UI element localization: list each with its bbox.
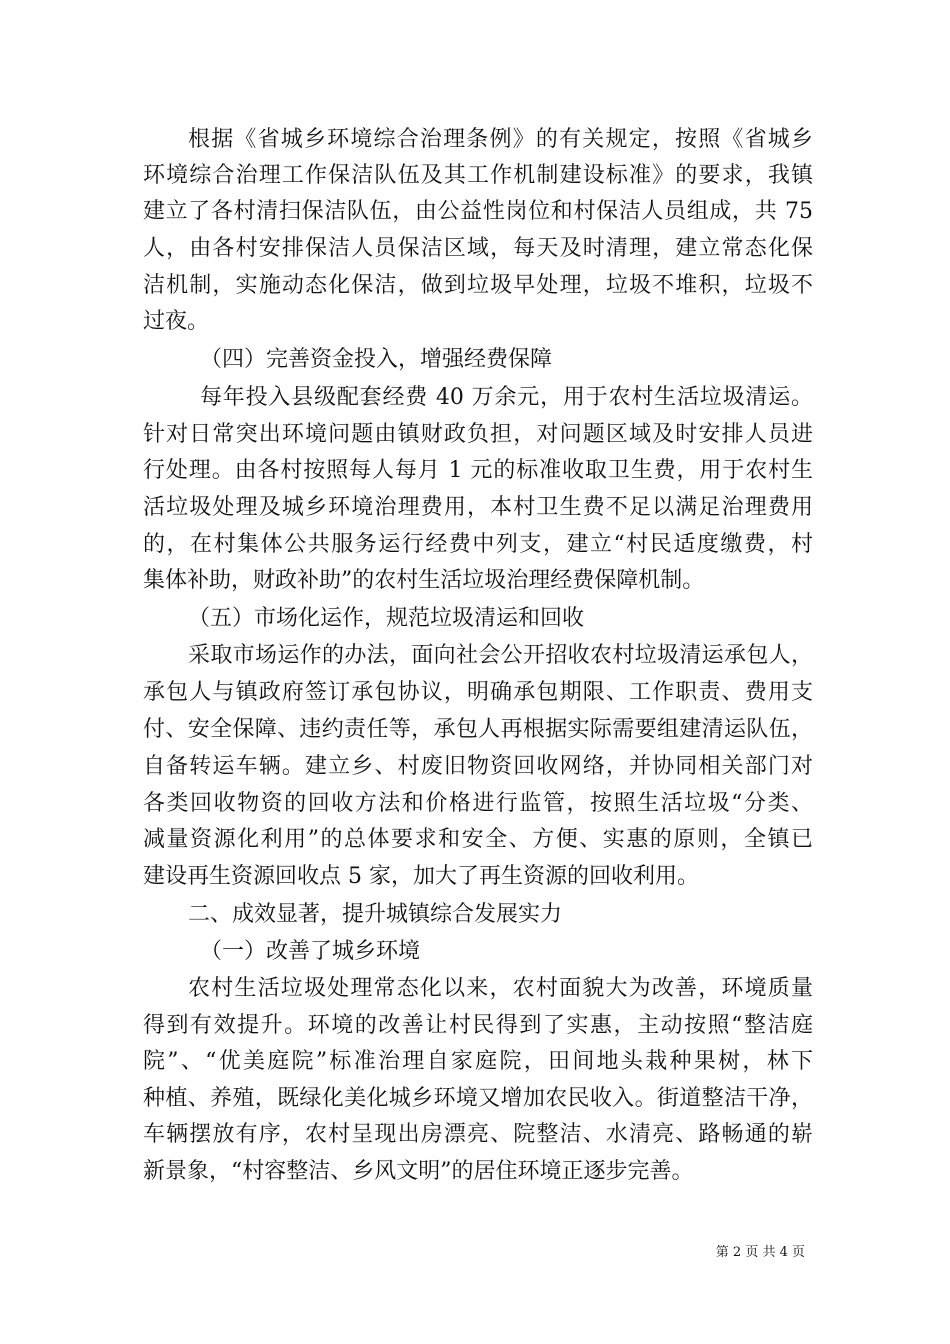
paragraph-line: 自备转运车辆。建立乡、村废旧物资回收网络，并协同相关部门对 (143, 754, 813, 779)
paragraph-line: 集体补助，财政补助”的农村生活垃圾治理经费保障机制。 (143, 568, 705, 593)
paragraph-line: 根据《省城乡环境综合治理条例》的有关规定，按照《省城乡 (188, 127, 813, 152)
paragraph-line: 付、安全保障、违约责任等，承包人再根据实际需要组建清运队伍， (143, 717, 813, 742)
section-heading: （四）完善资金投入，增强经费保障 (200, 347, 553, 372)
paragraph-line: 得到有效提升。环境的改善让村民得到了实惠，主动按照“整洁庭 (143, 1013, 813, 1038)
paragraph-line: 活垃圾处理及城乡环境治理费用，本村卫生费不足以满足治理费用 (143, 495, 813, 520)
section-heading: （一）改善了城乡环境 (200, 939, 421, 964)
paragraph-line: 减量资源化利用”的总体要求和安全、方便、实惠的原则，全镇已 (143, 827, 813, 852)
paragraph-line: 行处理。由各村按照每人每月 1 元的标准收取卫生费，用于农村生 (143, 458, 813, 483)
paragraph-line: 的，在村集体公共服务运行经费中列支，建立“村民适度缴费，村 (143, 532, 813, 557)
paragraph-line: 建立了各村清扫保洁队伍，由公益性岗位和村保洁人员组成，共 75 (143, 199, 813, 224)
paragraph-line: 每年投入县级配套经费 40 万余元，用于农村生活垃圾清运。 (200, 385, 813, 410)
paragraph-line: 院”、“优美庭院”标准治理自家庭院，田间地头栽种果树，林下 (143, 1049, 813, 1074)
paragraph-line: 洁机制，实施动态化保洁，做到垃圾早处理，垃圾不堆积，垃圾不 (143, 273, 813, 298)
paragraph-line: 环境综合治理工作保洁队伍及其工作机制建设标准》的要求，我镇 (143, 163, 813, 188)
paragraph-line: 承包人与镇政府签订承包协议，明确承包期限、工作职责、费用支 (143, 680, 813, 705)
paragraph-line: 种植、养殖，既绿化美化城乡环境又增加农民收入。街道整洁干净， (143, 1086, 813, 1111)
section-heading: 二、成效显著，提升城镇综合发展实力 (188, 902, 563, 927)
paragraph-line: 农村生活垃圾处理常态化以来，农村面貌大为改善，环境质量 (188, 976, 813, 1001)
paragraph-line: 新景象，“村容整洁、乡风文明”的居住环境正逐步完善。 (143, 1159, 694, 1184)
paragraph-line: 车辆摆放有序，农村呈现出房漂亮、院整洁、水清亮、路畅通的崭 (143, 1122, 813, 1147)
paragraph-line: 针对日常突出环境问题由镇财政负担，对问题区域及时安排人员进 (143, 422, 813, 447)
paragraph-line: 各类回收物资的回收方法和价格进行监管，按照生活垃圾“分类、 (143, 791, 813, 816)
page-number: 第 2 页 共 4 页 (715, 1245, 805, 1260)
section-heading: （五）市场化运作，规范垃圾清运和回收 (188, 606, 585, 631)
paragraph-line: 人，由各村安排保洁人员保洁区域，每天及时清理，建立常态化保 (143, 236, 813, 261)
paragraph-line: 建设再生资源回收点 5 家，加大了再生资源的回收利用。 (143, 864, 699, 889)
paragraph-line: 采取市场运作的办法，面向社会公开招收农村垃圾清运承包人， (188, 643, 813, 668)
paragraph-line: 过夜。 (143, 309, 210, 334)
